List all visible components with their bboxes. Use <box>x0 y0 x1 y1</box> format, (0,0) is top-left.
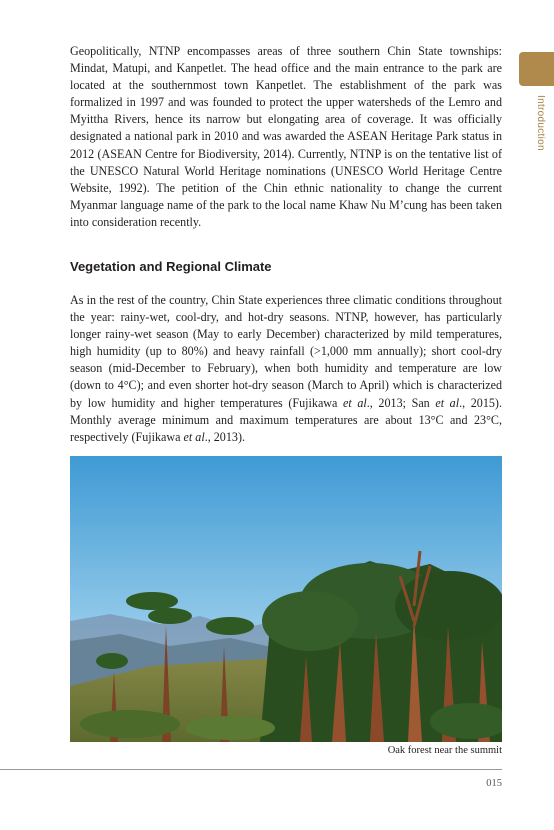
section-label: Introduction <box>535 95 546 151</box>
intro-paragraph: Geopolitically, NTNP encompasses areas of three southern Chin State townships: Mindat, Matupi, and Kanpetlet. The head office and the main entrance to the park are located at the southernmost town Kanpetlet. The establishment of the park was formalized in 1997 and was founded to protect the upper watersheds of the Lemro and Myittha Rivers, hence its narrow but elongating area of coverage. It was officially designated a national park in 2010 and was awarded the ASEAN Heritage Park status in 2012 (ASEAN Centre for Biodiversity, 2014). Currently, NTNP is on the tentative list of the UNESCO Natural World Heritage nominations (UNESCO World Heritage Centre Website, 1992). The petition of the Chin ethnic nationality to change the current Myanmar language name of the park to the local name Khaw Nu M’cung has been taken into consideration recently. <box>70 44 502 229</box>
page-number: 015 <box>486 778 502 789</box>
footer-rule <box>0 769 502 770</box>
oak-forest-photo <box>70 456 502 742</box>
section-heading: Vegetation and Regional Climate <box>70 259 272 274</box>
photo-caption: Oak forest near the summit <box>387 745 502 756</box>
climate-paragraph: As in the rest of the country, Chin State experiences three climatic conditions throughout the year: rainy-wet, cool-dry, and hot-dry seasons. NTNP, however, has particularly longer rainy-wet season (May to early December) characterized by mild temperatures, high humidity (up to 80%) and heavy rainfall (>1,000 mm annually); short cool-dry season (mid-December to February), when both humidity and temperature are low (down to 4°C); and even shorter hot-dry season (March to April) which is characterized by low humidity and higher temperatures (Fujikawa et al., 2013; San et al., 2015). Monthly average minimum and maximum temperatures are about 13°C and 23°C, respectively (Fujikawa et al., 2013). <box>70 293 502 444</box>
section-tab <box>519 52 554 86</box>
